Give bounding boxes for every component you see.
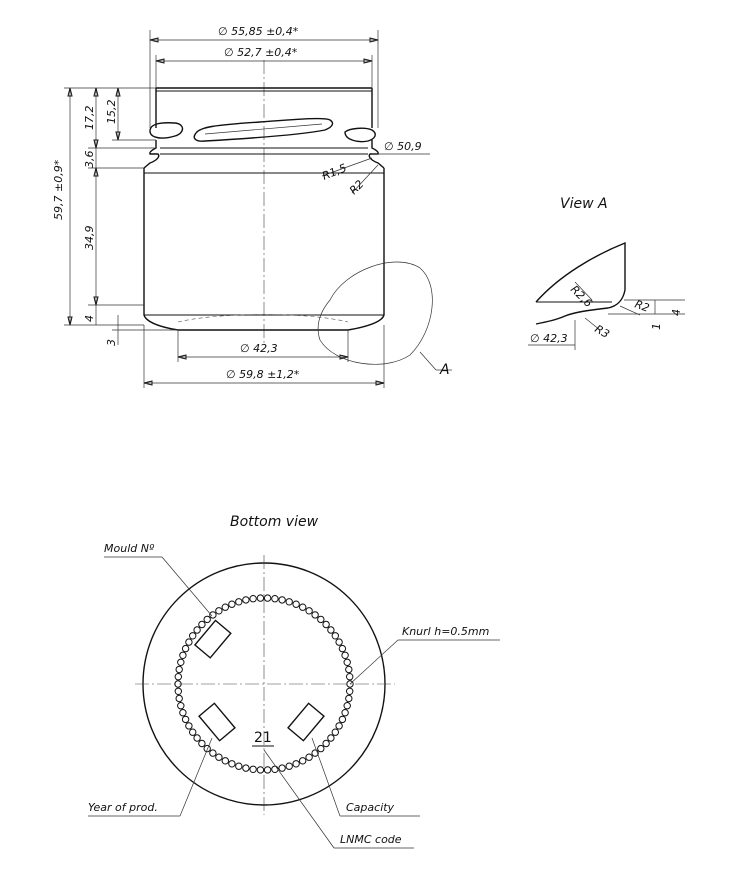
neck-height-label: 3,6 [83, 150, 96, 168]
knurl-bead [250, 766, 256, 772]
view-a-r3: R3 [592, 322, 612, 341]
year-box [199, 703, 235, 740]
knurl-bead [346, 666, 352, 672]
knurl-bead [190, 633, 196, 639]
jar-front-view [144, 60, 384, 345]
body-dia-label: ∅ 59,8 ±1,2* [226, 368, 300, 381]
detail-a-marker [318, 262, 452, 378]
base-recess-label: 3 [105, 339, 118, 346]
shoulder-dia-label: ∅ 50,9 [384, 140, 422, 153]
knurl-bead [346, 695, 352, 701]
bottom-view-title: Bottom view [230, 514, 319, 530]
view-a-detail [528, 196, 685, 350]
total-height-label: 59,7 ±0,9* [52, 159, 65, 220]
bottom-view [88, 514, 500, 848]
knurl-bead [328, 735, 334, 741]
thread-lug-center [194, 119, 332, 142]
knurl-bead [176, 695, 182, 701]
capacity-label: Capacity [346, 801, 395, 814]
knurl-bead [344, 703, 350, 709]
knurl-bead [336, 639, 342, 645]
knurl-bead [216, 608, 222, 614]
view-a-title: View A [560, 196, 608, 212]
knurl-bead [312, 612, 318, 618]
left-dimensions [52, 88, 178, 346]
mould-label: Mould Nº [104, 542, 155, 555]
knurl-bead [243, 765, 249, 771]
knurl-bead [190, 729, 196, 735]
knurl-bead [199, 621, 205, 627]
outer-neck-dia-label: ∅ 55,85 ±0,4* [218, 25, 299, 38]
knurl-bead [236, 763, 242, 769]
knurl-bead [180, 710, 186, 716]
knurl-bead [186, 639, 192, 645]
knurl-bead [243, 597, 249, 603]
knurl-bead [332, 633, 338, 639]
knurl-bead [300, 758, 306, 764]
knurl-bead [257, 595, 263, 601]
thread-dia-label: ∅ 52,7 ±0,4* [224, 46, 298, 59]
knurl-bead [175, 688, 181, 694]
knurl-bead [347, 674, 353, 680]
view-a-dim-1: 1 [650, 323, 663, 330]
knurl-bead [344, 659, 350, 665]
knurl-bead [293, 761, 299, 767]
knurl-bead [257, 767, 263, 773]
knurl-bead [175, 674, 181, 680]
lnmc-center-mark: 21 [254, 730, 272, 746]
capacity-box [288, 703, 324, 740]
knurl-bead [216, 754, 222, 760]
year-label: Year of prod. [88, 801, 158, 814]
knurl-bead [272, 766, 278, 772]
view-a-base-dia: ∅ 42,3 [530, 332, 568, 345]
radius-r15-label: R1,5 [320, 161, 349, 183]
knurl-bead [204, 616, 210, 622]
knurl-bead [264, 595, 270, 601]
knurl-bead [236, 599, 242, 605]
knurl-bead [178, 703, 184, 709]
knurl-bead [199, 740, 205, 746]
knurl-bead [279, 765, 285, 771]
knurl-bead [339, 716, 345, 722]
knurl-bead [186, 723, 192, 729]
body-height-label: 34,9 [83, 225, 96, 250]
knurl-bead [323, 740, 329, 746]
knurl-bead [178, 659, 184, 665]
base-dia-label: ∅ 42,3 [240, 342, 278, 355]
knurl-bead [194, 735, 200, 741]
knurl-bead [347, 688, 353, 694]
heel-height-label: 4 [83, 315, 96, 322]
knurl-bead [204, 745, 210, 751]
knurl-bead [272, 596, 278, 602]
thread-height-label: 15,2 [105, 99, 118, 124]
knurl-bead [180, 652, 186, 658]
knurl-bead [229, 601, 235, 607]
knurl-bead [222, 758, 228, 764]
knurl-bead [286, 599, 292, 605]
view-a-r26: R2,6 [567, 282, 595, 310]
knurl-bead [318, 616, 324, 622]
knurl-bead [342, 652, 348, 658]
knurl-bead [318, 745, 324, 751]
knurl-bead [323, 621, 329, 627]
knurl-bead [336, 723, 342, 729]
knurl-bead [222, 604, 228, 610]
radius-r2-label: R2 [346, 177, 367, 198]
knurl-bead [339, 645, 345, 651]
view-a-profile [536, 243, 625, 324]
knurl-bead [250, 596, 256, 602]
knurl-bead [229, 761, 235, 767]
knurl-bead [279, 597, 285, 603]
knurl-bead [342, 710, 348, 716]
detail-a-label: A [440, 362, 450, 378]
mould-number-box [195, 620, 231, 657]
knurl-bead [328, 627, 334, 633]
knurl-bead [332, 729, 338, 735]
view-a-dim-4: 4 [670, 309, 683, 316]
knurl-bead [210, 750, 216, 756]
knurl-bead [182, 716, 188, 722]
knurl-bead [286, 763, 292, 769]
knurl-bead [176, 666, 182, 672]
knurl-bead [264, 767, 270, 773]
knurl-label: Knurl h=0.5mm [402, 625, 490, 638]
knurl-bead [182, 645, 188, 651]
knurl-bead [293, 601, 299, 607]
lnmc-label: LNMC code [340, 833, 402, 846]
knurl-bead [306, 608, 312, 614]
top-dimensions [150, 25, 430, 197]
knurl-bead [194, 627, 200, 633]
detail-a-circle [318, 262, 432, 364]
view-a-r2: R2 [632, 297, 652, 315]
finish-height-label: 17,2 [83, 105, 96, 130]
knurl-bead [306, 754, 312, 760]
thread-lug-left [150, 123, 183, 138]
knurl-bead [300, 604, 306, 610]
thread-lug-right [345, 128, 375, 141]
